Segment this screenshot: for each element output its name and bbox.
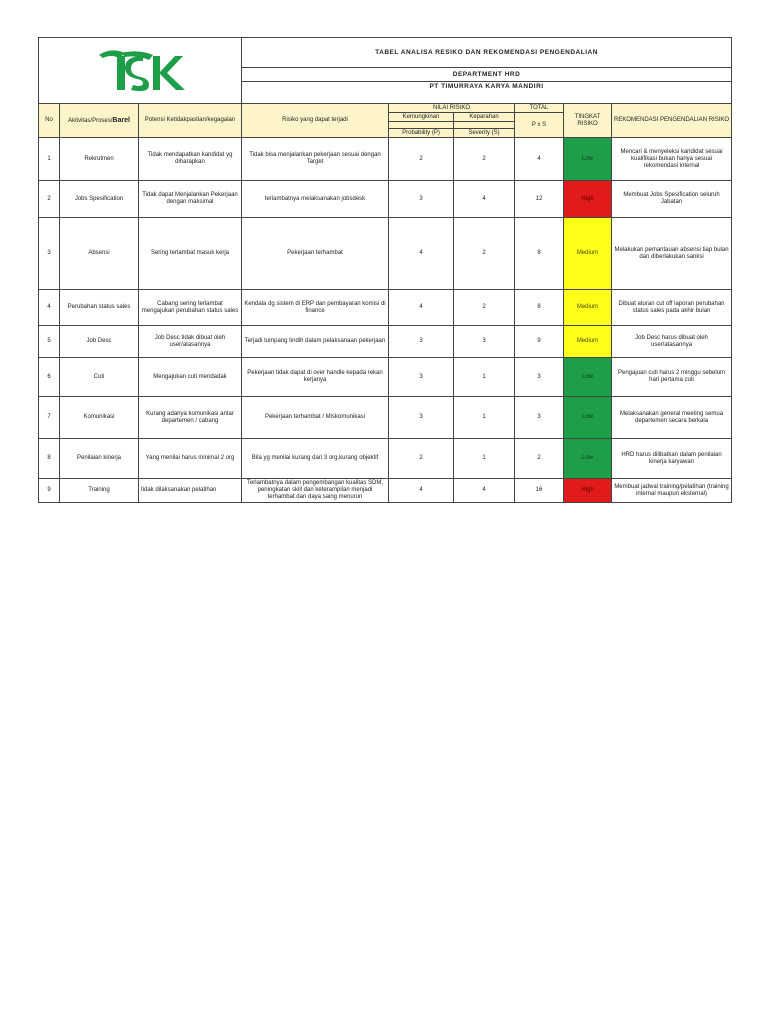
cell-no: 1 — [39, 138, 60, 181]
cell-total: 2 — [515, 439, 564, 479]
cell-uncertainty: Tidak dapat Menjalankan Pekerjaan dengan maksimal — [139, 181, 242, 218]
cell-level: Low — [564, 138, 612, 181]
col-pxs: P x S — [515, 113, 564, 138]
cell-no: 2 — [39, 181, 60, 218]
cell-total: 8 — [515, 290, 564, 326]
cell-p: 4 — [389, 479, 454, 503]
cell-no: 3 — [39, 218, 60, 290]
cell-no: 4 — [39, 290, 60, 326]
cell-s: 2 — [454, 138, 515, 181]
cell-level: Medium — [564, 290, 612, 326]
col-severity-id: Keparahan — [454, 113, 515, 122]
table-row — [39, 439, 732, 479]
cell-total: 4 — [515, 138, 564, 181]
cell-total: 3 — [515, 358, 564, 397]
cell-s: 1 — [454, 397, 515, 439]
table-row — [39, 181, 732, 218]
cell-level: Medium — [564, 218, 612, 290]
cell-risk: Kendala dg sistem di ERP dan pembayaran komisi di finance — [242, 290, 389, 326]
cell-activity: Absensi — [60, 218, 139, 290]
cell-total: 8 — [515, 218, 564, 290]
cell-activity: Perubahan status sales — [60, 290, 139, 326]
cell-p: 3 — [389, 326, 454, 358]
cell-risk: Pekerjaan terhambat — [242, 218, 389, 290]
cell-uncertainty: Cabang sering terlambat mengajukan perubahan status sales — [139, 290, 242, 326]
col-severity: Severity (S) — [454, 129, 515, 138]
cell-no: 6 — [39, 358, 60, 397]
company-title: PT TIMURRAYA KARYA MANDIRI — [242, 82, 732, 104]
logo-cell — [39, 38, 242, 104]
col-no: No — [39, 104, 60, 138]
cell-level: High — [564, 181, 612, 218]
risk-table — [38, 37, 732, 503]
cell-uncertainty: Kurang adanya komunikasi antar departemen / cabang — [139, 397, 242, 439]
cell-s: 2 — [454, 290, 515, 326]
cell-risk: Pekerjaan terhambat / Miskomunikasi — [242, 397, 389, 439]
col-level: TINGKAT RISIKO — [564, 104, 612, 138]
cell-risk: Bila yg menilai kurang dari 3 org,kurang objektif — [242, 439, 389, 479]
cell-no: 7 — [39, 397, 60, 439]
cell-total: 12 — [515, 181, 564, 218]
cell-risk: Pekerjaan tidak dapat di over handle kepada rekan kerjanya — [242, 358, 389, 397]
table-row — [39, 358, 732, 397]
table-row — [39, 479, 732, 503]
col-blank-2 — [454, 122, 515, 129]
cell-recommendation: Dibuat aturan cut off laporan perubahan status sales pada akhir bulan — [612, 290, 732, 326]
col-risk-value: NILAI RISIKO — [389, 104, 515, 113]
cell-p: 2 — [389, 439, 454, 479]
table-row — [39, 290, 732, 326]
cell-no: 8 — [39, 439, 60, 479]
col-blank-1 — [389, 122, 454, 129]
cell-uncertainty: Sering terlambat masuk kerja — [139, 218, 242, 290]
cell-total: 3 — [515, 397, 564, 439]
cell-activity: Rekrutmen — [60, 138, 139, 181]
cell-recommendation: Melaksanakan general meeting semua departemen secara berkala — [612, 397, 732, 439]
table-row — [39, 326, 732, 358]
cell-s: 3 — [454, 326, 515, 358]
cell-level: Medium — [564, 326, 612, 358]
cell-no: 5 — [39, 326, 60, 358]
cell-s: 1 — [454, 358, 515, 397]
cell-level: High — [564, 479, 612, 503]
cell-p: 4 — [389, 218, 454, 290]
cell-p: 3 — [389, 181, 454, 218]
cell-s: 4 — [454, 479, 515, 503]
cell-level: Low — [564, 397, 612, 439]
cell-risk: Terjadi tumpang tindih dalam pelaksanaan pekerjaan — [242, 326, 389, 358]
cell-p: 2 — [389, 138, 454, 181]
cell-s: 1 — [454, 439, 515, 479]
cell-activity: Jobs Spesification — [60, 181, 139, 218]
company-logo — [91, 43, 189, 98]
cell-recommendation: Membuat jadwal training/pelatihan (training internal maupun eksternal) — [612, 479, 732, 503]
cell-uncertainty: tidak dilaksanakan pelatihan — [139, 479, 242, 503]
cell-activity: Job Desc — [60, 326, 139, 358]
cell-s: 4 — [454, 181, 515, 218]
cell-level: Low — [564, 358, 612, 397]
sheet-title: TABEL ANALISA RESIKO DAN REKOMENDASI PENGENDALIAN — [242, 38, 732, 68]
cell-activity: Cuti — [60, 358, 139, 397]
col-total: TOTAL — [515, 104, 564, 113]
cell-uncertainty: Tidak mendapatkan kandidat yg diharapkan — [139, 138, 242, 181]
cell-recommendation: HRD harus dilibatkan dalam penilaian kinerja karyawan — [612, 439, 732, 479]
cell-total: 16 — [515, 479, 564, 503]
cell-risk: Tidak bisa menjalankan pekerjaan sesuai dengan Target — [242, 138, 389, 181]
cell-s: 2 — [454, 218, 515, 290]
cell-recommendation: Pengajuan cuti harus 2 minggu sebelum hari pertama cuti — [612, 358, 732, 397]
cell-recommendation: Membuat Jobs Spesification seluruh Jabatan — [612, 181, 732, 218]
table-row — [39, 397, 732, 439]
col-risk: Risiko yang dapat terjadi — [242, 104, 389, 138]
cell-recommendation: Job Desc harus dibuat oleh user/atasannya — [612, 326, 732, 358]
cell-no: 9 — [39, 479, 60, 503]
cell-uncertainty: Yang menilai harus minimal 2 org — [139, 439, 242, 479]
risk-sheet — [38, 37, 731, 503]
cell-recommendation: Melakukan pemantauan absensi tiap bulan dan diberlakukan sanksi — [612, 218, 732, 290]
cell-activity: Komunikasi — [60, 397, 139, 439]
cell-risk: Terlambatnya dalam pengembangan kualitas SDM, peningkatan skill dan keterampilan menjadi terhambat dan daya saing menurun — [242, 479, 389, 503]
cell-uncertainty: Job Desc tidak dibuat oleh user/atasannya — [139, 326, 242, 358]
col-recommendation: REKOMENDASI PENGENDALIAN RISIKO — [612, 104, 732, 138]
cell-p: 3 — [389, 358, 454, 397]
cell-activity: Training — [60, 479, 139, 503]
cell-recommendation: Mencari & menyeleksi kandidat sesuai kualifikasi bukan hanya sesuai rekomendasi internal — [612, 138, 732, 181]
col-probability: Probability (P) — [389, 129, 454, 138]
cell-p: 4 — [389, 290, 454, 326]
cell-level: Low — [564, 439, 612, 479]
cell-risk: terlambatnya melaksanakan jobsdesk — [242, 181, 389, 218]
col-activity: Aktivitas/Proses/Barel — [60, 104, 139, 138]
cell-total: 9 — [515, 326, 564, 358]
department-title: DEPARTMENT HRD — [242, 68, 732, 82]
col-likelihood: Kemungkinan — [389, 113, 454, 122]
col-uncertainty: Potensi Ketidakpastian/kegagalan — [139, 104, 242, 138]
cell-uncertainty: Mengajukan cuti mendadak — [139, 358, 242, 397]
cell-activity: Penilaian kinerja — [60, 439, 139, 479]
table-row — [39, 218, 732, 290]
table-row — [39, 138, 732, 181]
cell-p: 3 — [389, 397, 454, 439]
